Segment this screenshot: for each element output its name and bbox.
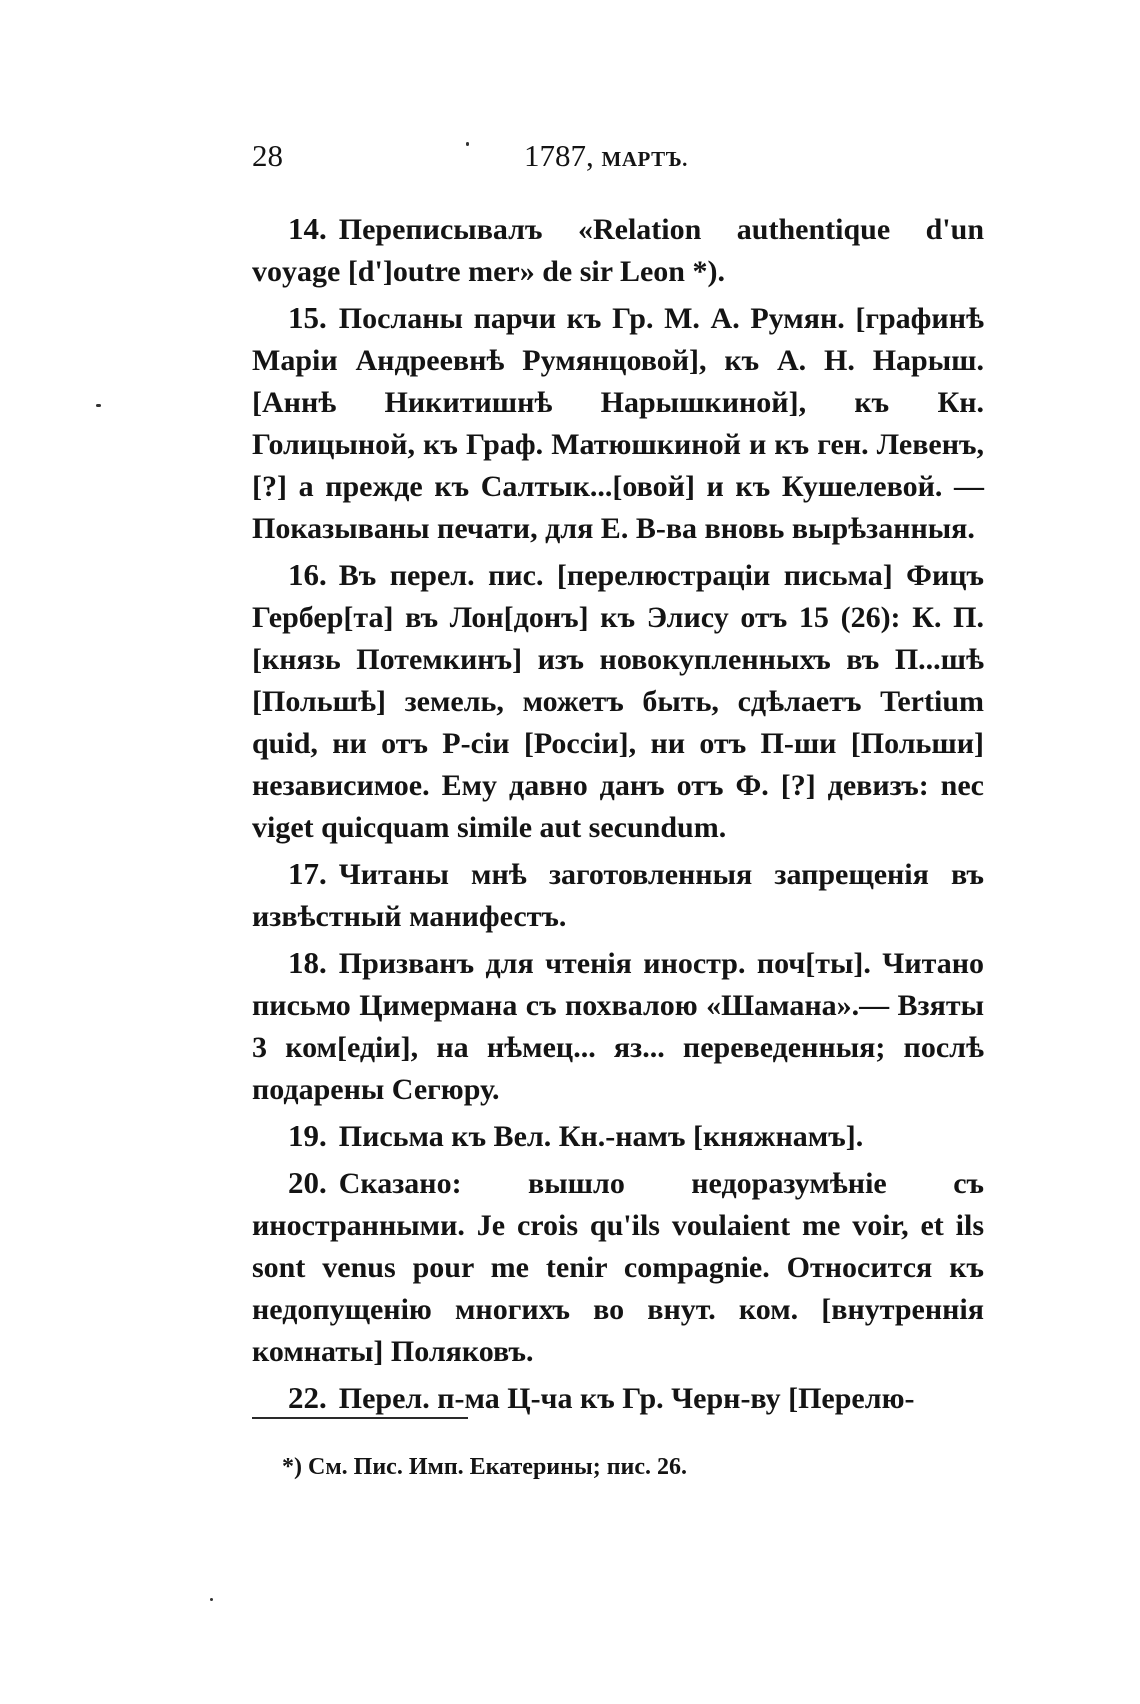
- entry-14: [252, 208, 984, 293]
- page-header: [252, 138, 724, 178]
- running-head: [524, 138, 688, 174]
- running-head-year: 1787,: [524, 138, 594, 173]
- entry-18: [252, 942, 984, 1111]
- entry-16: [252, 554, 984, 849]
- body-text: [252, 208, 984, 1424]
- entry-text: Читаны мнѣ заготовленныя запрещенія въ извѣстный манифестъ.: [252, 858, 984, 933]
- entry-text: Посланы парчи къ Гр. М. А. Румян. [графинѣ Маріи Андреевнѣ Румянцовой], къ А. Н. Нарыш. [Аннѣ Никитишнѣ Нарышкиной], къ Кн. Голицыной, къ Граф. Матюшкиной и къ ген. Левенъ, [?] а прежде къ Салтык...[овой] и къ Кушелевой. — Показываны печати, для Е. В-ва вновь вырѣзанныя.: [252, 302, 984, 545]
- running-head-month: МАРТЪ.: [601, 147, 688, 171]
- entry-number: 18.: [288, 945, 327, 980]
- entry-19: [252, 1115, 984, 1158]
- entry-number: 20.: [288, 1165, 327, 1200]
- entry-number: 15.: [288, 300, 327, 335]
- entry-number: 17.: [288, 856, 327, 891]
- footnote-rule: [252, 1417, 468, 1419]
- entry-text: Письма къ Вел. Кн.-намъ [княжнамъ].: [338, 1120, 864, 1153]
- entry-text: Призванъ для чтенія иностр. поч[ты]. Читано письмо Цимермана съ похвалою «Шамана».— Взяты 3 ком[едіи], на нѣмец... яз... переведенныя; послѣ подарены Сегюру.: [252, 947, 984, 1106]
- entry-text: Переписывалъ «Relation authentique d'un voyage [d']outre mer» de sir Leon *).: [252, 213, 984, 288]
- entry-text: Перел. п-ма Ц-ча къ Гр. Черн-ву [Перелю-: [338, 1382, 915, 1415]
- entry-17: [252, 853, 984, 938]
- scan-speck: [466, 142, 469, 146]
- entry-20: [252, 1162, 984, 1373]
- scan-speck: [96, 404, 101, 407]
- entry-text: Сказано: вышло недоразумѣніе съ иностранными. Je crois qu'ils voulaient me voir, et ils sont venus pour me tenir compagnie. Относится къ недопущенію многихъ во внут. ком. [внутреннія комнаты] Поляковъ.: [252, 1167, 984, 1368]
- entry-22: [252, 1377, 984, 1420]
- scan-speck: [210, 1598, 213, 1601]
- entry-number: 16.: [288, 557, 327, 592]
- entry-text: Въ перел. пис. [перелюстраціи письма] Фицъ Гербер[та] въ Лон[донъ] къ Элису отъ 15 (26): К. П. [князь Потемкинъ] изъ новокупленныхъ въ П...шѣ [Польшѣ] земель, можетъ быть, сдѣлаетъ Tertium quid, ни отъ Р-сіи [Россіи], ни отъ П-ши [Польши] независимое. Ему давно данъ отъ Ф. [?] девизъ: nec viget quicquam simile aut secundum.: [252, 559, 984, 844]
- page-number: 28: [252, 138, 283, 173]
- footnote: *) См. Пис. Имп. Екатерины; пис. 26.: [282, 1454, 687, 1480]
- entry-15: [252, 297, 984, 550]
- entry-number: 22.: [288, 1380, 327, 1415]
- entry-number: 19.: [288, 1118, 327, 1153]
- entry-number: 14.: [288, 211, 327, 246]
